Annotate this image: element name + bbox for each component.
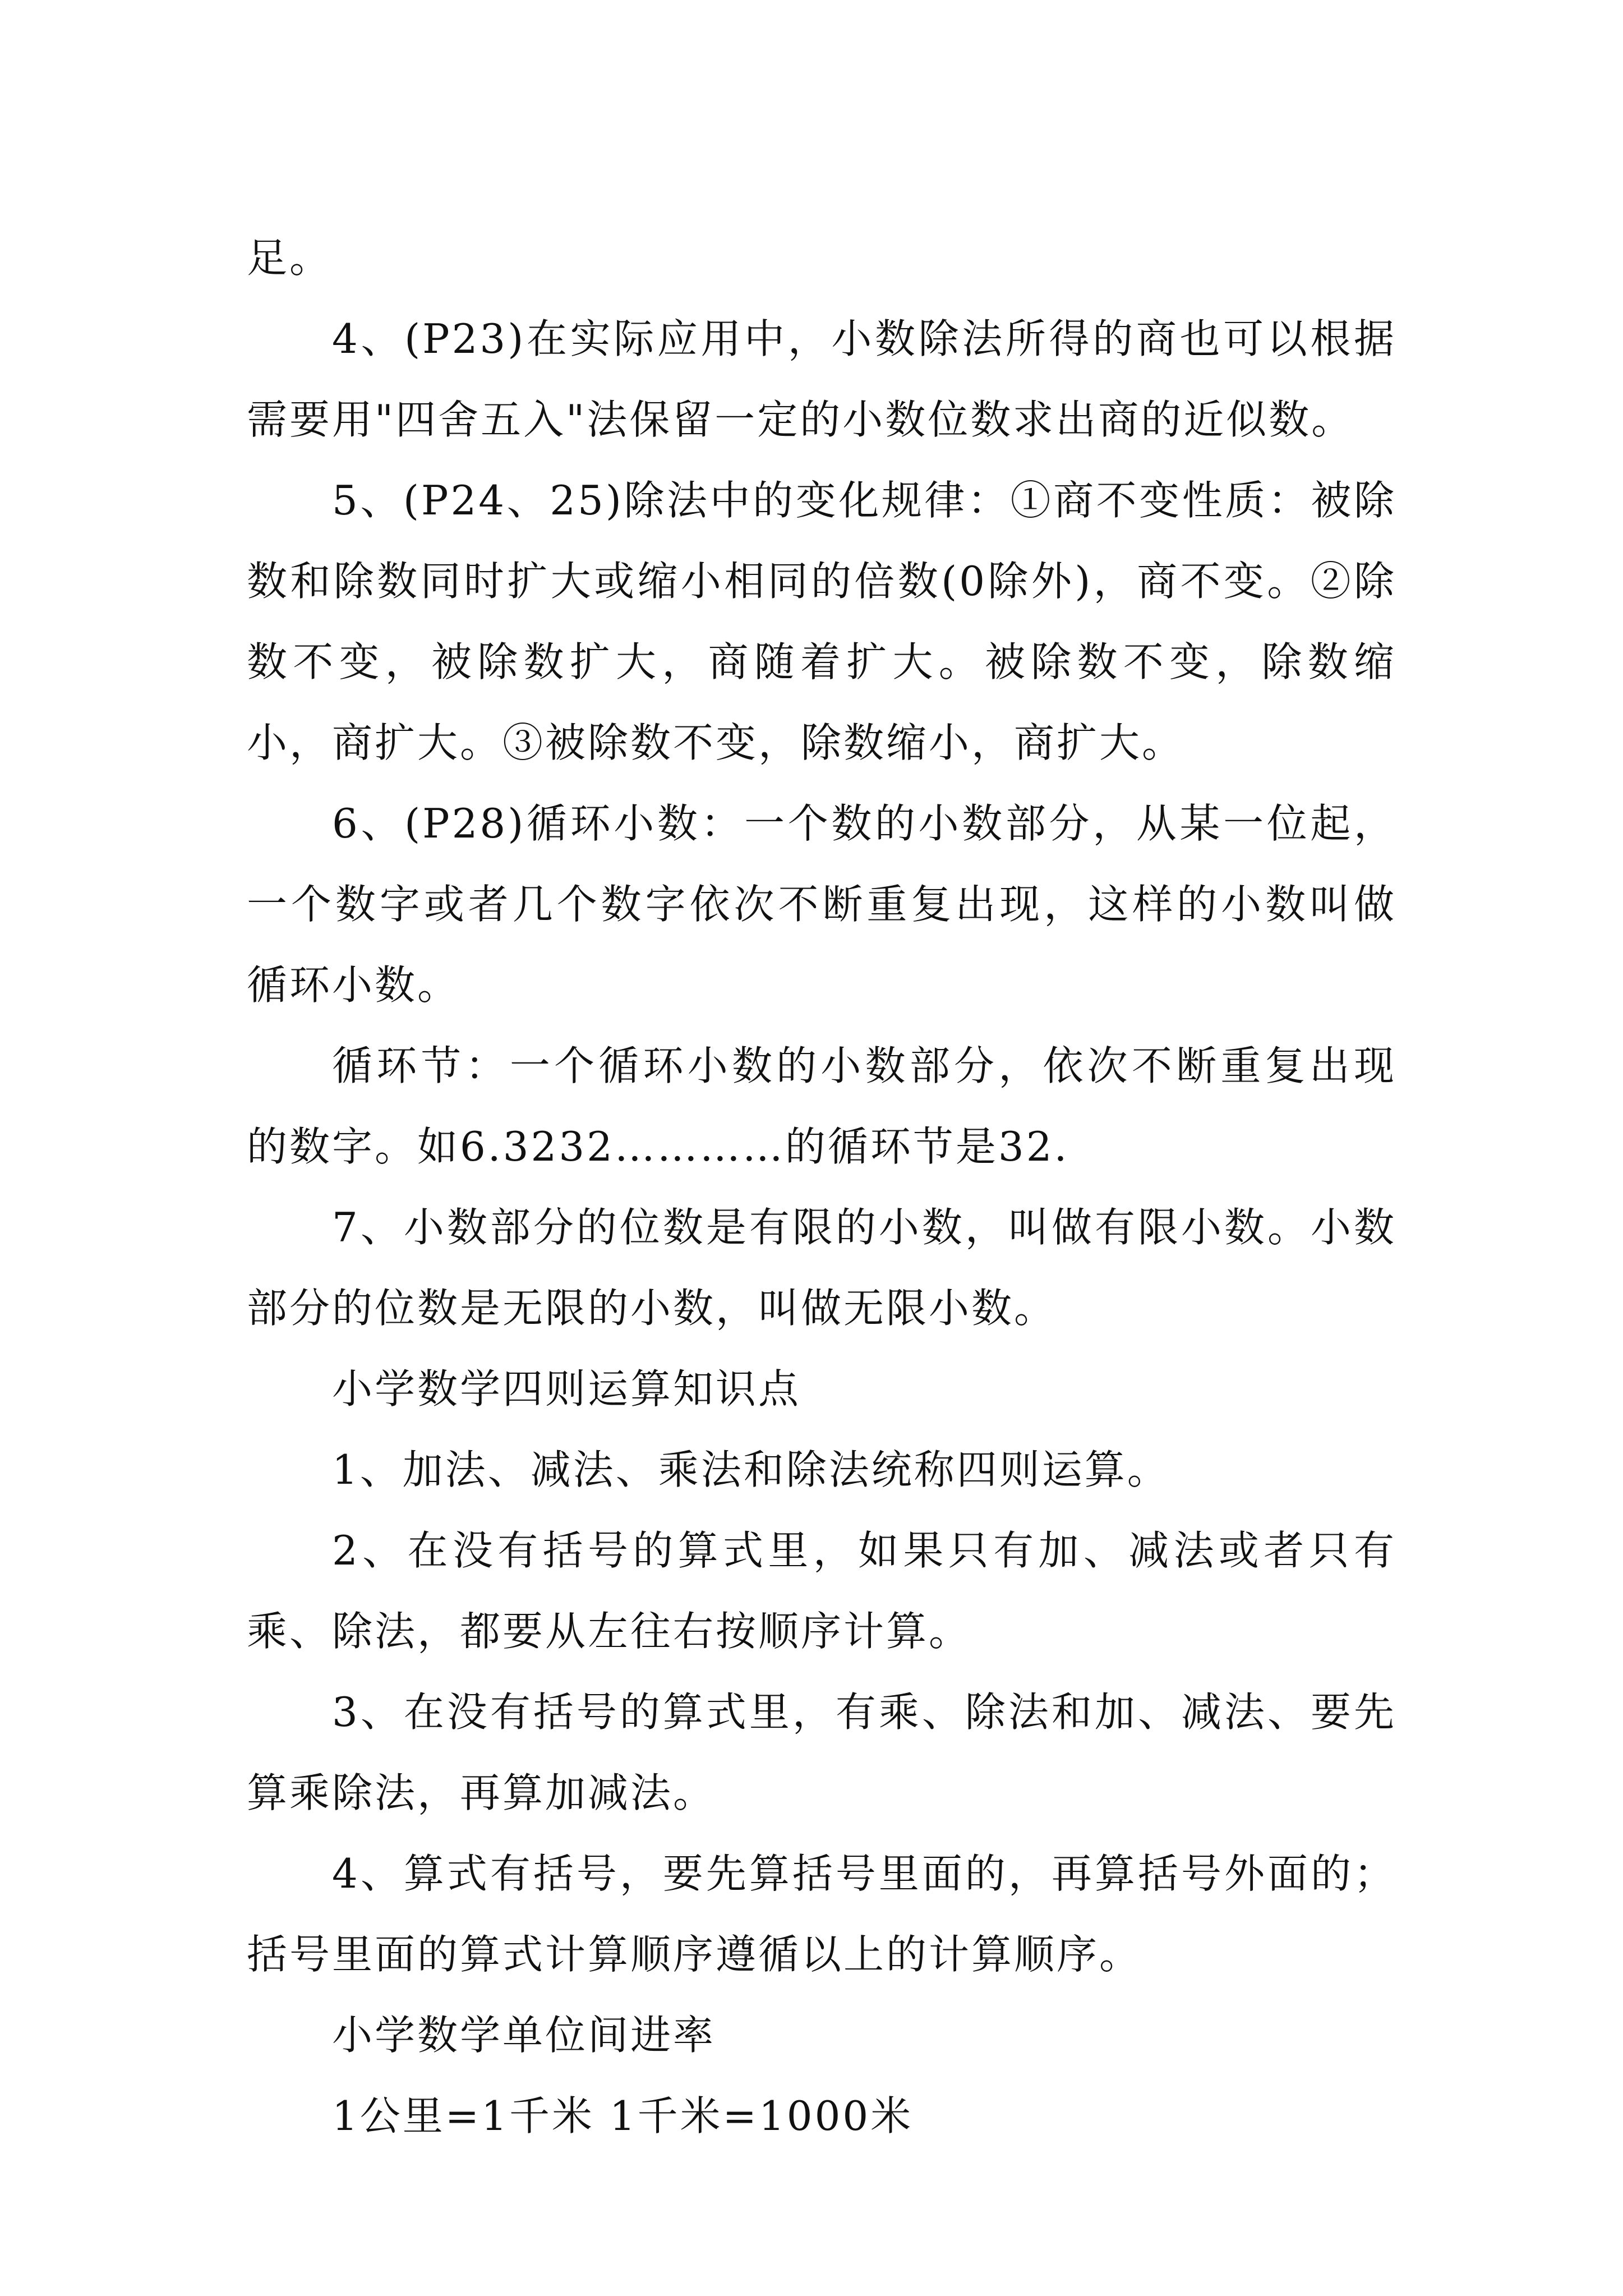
paragraph-units-1: 1公里=1千米 1千米=1000米 xyxy=(332,2092,914,2139)
paragraph-operations-3: 3、在没有括号的算式里，有乘、除法和加、减法、要先算乘除法，再算加减法。 xyxy=(247,1688,1396,1816)
paragraph-repeating-cycle: 循环节：一个循环小数的小数部分，依次不断重复出现的数字。如6.3232…………的循环节是32. xyxy=(247,1042,1396,1170)
paragraph-operations-4: 4、算式有括号，要先算括号里面的，再算括号外面的；括号里面的算式计算顺序遵循以上的计算顺序。 xyxy=(247,1850,1396,1978)
document-body xyxy=(247,218,1396,2156)
paragraph-operations-2: 2、在没有括号的算式里，如果只有加、减法或者只有乘、除法，都要从左往右按顺序计算。 xyxy=(247,1527,1396,1655)
paragraph-operations-1: 1、加法、减法、乘法和除法统称四则运算。 xyxy=(332,1446,1170,1493)
paragraph-continuation: 足。 xyxy=(247,234,333,282)
section-heading-four-operations: 小学数学四则运算知识点 xyxy=(332,1365,801,1412)
paragraph-item-6-repeating-decimal: 6、(P28)循环小数：一个数的小数部分，从某一位起，一个数字或者几个数字依次不断重复出现，这样的小数叫做循环小数。 xyxy=(247,800,1396,1009)
paragraph-item-5-division-rules: 5、(P24、25)除法中的变化规律：①商不变性质：被除数和除数同时扩大或缩小相同的倍数(0除外)，商不变。②除数不变，被除数扩大，商随着扩大。被除数不变，除数缩小，商扩大。③被除数不变，除数缩小，商扩大。 xyxy=(247,477,1396,766)
paragraph-item-7-finite-infinite: 7、小数部分的位数是有限的小数，叫做有限小数。小数部分的位数是无限的小数，叫做无限小数。 xyxy=(247,1204,1396,1332)
section-heading-unit-conversion: 小学数学单位间进率 xyxy=(332,2012,716,2059)
paragraph-item-4-quotient-approximation: 4、(P23)在实际应用中，小数除法所得的商也可以根据需要用"四舍五入"法保留一定的小数位数求出商的近似数。 xyxy=(247,315,1396,443)
